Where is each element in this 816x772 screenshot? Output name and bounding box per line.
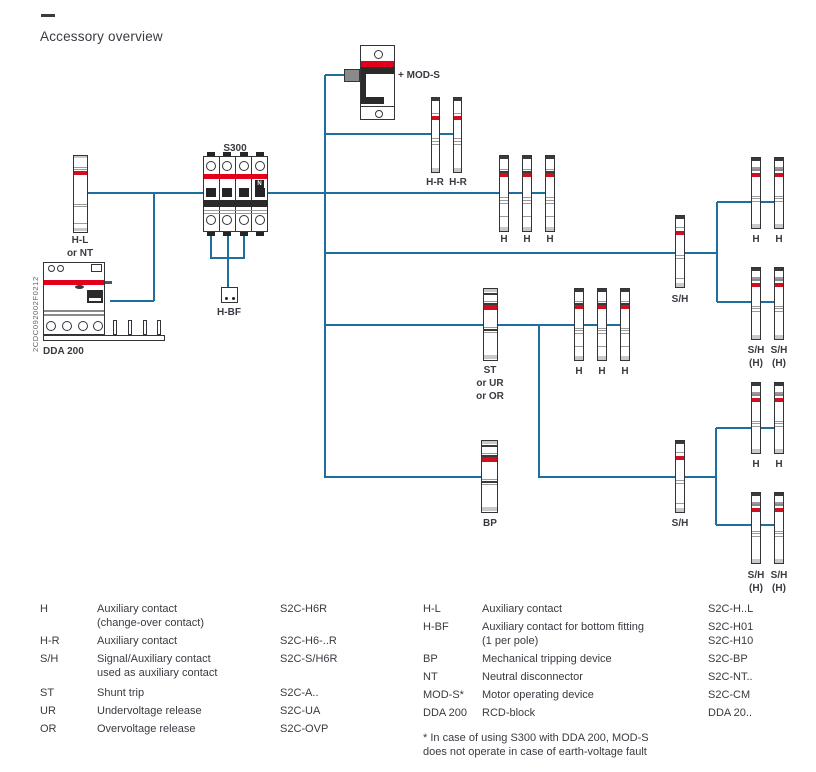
label-h-pair2-a: H bbox=[752, 459, 760, 470]
device-s-h-h-pair2-b bbox=[774, 492, 784, 564]
legend-desc: Undervoltage release bbox=[97, 705, 202, 717]
dda-terminal bbox=[62, 321, 72, 331]
s300-bottom-terminal bbox=[223, 232, 231, 236]
wire-trunk bbox=[324, 75, 326, 478]
device-h-1c bbox=[545, 155, 555, 232]
label-st-ur-or: ST or UR or OR bbox=[476, 365, 504, 402]
h-bf-contact-dot bbox=[225, 297, 228, 300]
legend-code: S2C-A.. bbox=[280, 687, 319, 699]
dda-tab bbox=[105, 281, 112, 284]
device-s300 bbox=[203, 156, 268, 232]
label-bp: BP bbox=[483, 518, 497, 529]
s300-screw-bottom bbox=[255, 215, 265, 225]
legend-term: MOD-S* bbox=[423, 689, 464, 701]
device-s-h-h-pair2-a bbox=[751, 492, 761, 564]
dda-busbar-pin bbox=[157, 320, 161, 335]
dda-test-button bbox=[91, 264, 102, 272]
s300-pole-separator bbox=[219, 157, 220, 231]
device-bp bbox=[481, 440, 498, 513]
s300-dark-band bbox=[203, 200, 268, 207]
label-h-1c: H bbox=[546, 234, 554, 245]
legend-desc: Auxiliary contact (change-over contact) bbox=[97, 603, 204, 629]
wire-h-pair-lower-feed bbox=[716, 427, 779, 429]
device-h-1a bbox=[499, 155, 509, 232]
s300-pole-separator bbox=[251, 157, 252, 231]
legend-desc: Auxiliary contact for bottom fitting (1 per pole) bbox=[482, 621, 645, 647]
legend-term: H bbox=[40, 603, 48, 615]
device-s-h-upper bbox=[675, 215, 685, 288]
dda-base-plate bbox=[43, 335, 165, 341]
legend-desc: Auxiliary contact bbox=[482, 603, 563, 615]
legend-term: DDA 200 bbox=[423, 707, 468, 719]
dda-terminal bbox=[46, 321, 56, 331]
dda-window-slot bbox=[89, 298, 101, 301]
wire-sh-lower-feed bbox=[539, 476, 716, 478]
device-h-pair1-a bbox=[751, 157, 761, 229]
label-h-pair2-b: H bbox=[775, 459, 783, 470]
dda-terminal bbox=[78, 321, 88, 331]
device-h-2c bbox=[620, 288, 630, 361]
label-h-2a: H bbox=[575, 366, 583, 377]
mod-s-lower-band bbox=[361, 97, 384, 104]
device-h-pair2-a bbox=[751, 382, 761, 454]
s300-screw-bottom bbox=[239, 215, 249, 225]
label-s-h-lower: S/H bbox=[671, 518, 689, 529]
s300-toggle bbox=[239, 188, 249, 197]
label-mod-s: + MOD-S bbox=[398, 70, 440, 81]
s300-screw-top bbox=[222, 161, 232, 171]
device-h-2b bbox=[597, 288, 607, 361]
wire-shh-pair-upper-feed bbox=[717, 301, 779, 303]
legend-term: ST bbox=[40, 687, 55, 699]
legend-term: H-L bbox=[423, 603, 441, 615]
page-title: Accessory overview bbox=[40, 29, 163, 44]
legend-desc: Motor operating device bbox=[482, 689, 594, 701]
wire-s300-drop-2 bbox=[227, 232, 229, 288]
s300-screw-bottom bbox=[222, 215, 232, 225]
legend-term: H-R bbox=[40, 635, 60, 647]
label-s-h-h-pair2-b: S/H (H) bbox=[770, 570, 788, 594]
legend-code: S2C-NT.. bbox=[708, 671, 753, 683]
dda-eye-icon bbox=[75, 285, 84, 289]
dda-busbar-pin bbox=[143, 320, 147, 335]
legend-footnote: * In case of using S300 with DDA 200, MOD-S does not operate in case of earth-voltage fault bbox=[423, 732, 649, 758]
mod-s-window-bar bbox=[361, 74, 366, 97]
dda-sep-line bbox=[44, 310, 104, 312]
mod-s-screw-top bbox=[374, 50, 383, 59]
device-s-h-h-pair1-a bbox=[751, 267, 761, 340]
wire-main-bus bbox=[78, 192, 552, 194]
device-st-ur-or bbox=[483, 288, 498, 361]
mod-s-screw-bottom bbox=[375, 110, 383, 118]
title-dash-rule bbox=[41, 14, 55, 17]
wire-mid-drop bbox=[538, 325, 540, 478]
device-h-2a bbox=[574, 288, 584, 361]
s300-line bbox=[204, 213, 267, 214]
wire-upper-split bbox=[716, 202, 718, 302]
s300-neutral-mark: N bbox=[255, 180, 264, 188]
dda-busbar-pin bbox=[113, 320, 117, 335]
s300-toggle bbox=[222, 188, 232, 197]
label-h-pair1-a: H bbox=[752, 234, 760, 245]
legend-code: S2C-H01 S2C-H10 bbox=[708, 621, 754, 647]
h-bf-contact-dot bbox=[232, 297, 235, 300]
legend-code: S2C-H6R bbox=[280, 603, 328, 615]
dda-red-band bbox=[44, 280, 104, 285]
legend-desc: Overvoltage release bbox=[97, 723, 196, 735]
document-number: 2CDC092002F0212 bbox=[31, 276, 40, 352]
label-h-2b: H bbox=[598, 366, 606, 377]
device-h-pair2-b bbox=[774, 382, 784, 454]
s300-red-band bbox=[204, 174, 267, 179]
legend-desc: Mechanical tripping device bbox=[482, 653, 612, 665]
device-h-l bbox=[73, 155, 88, 233]
device-dda-200 bbox=[43, 262, 165, 341]
s300-line bbox=[204, 210, 267, 211]
legend-term: BP bbox=[423, 653, 438, 665]
wire-s300-drop-3 bbox=[243, 232, 245, 259]
wire-bp-feed bbox=[325, 476, 490, 478]
legend-code: S2C-OVP bbox=[280, 723, 329, 735]
s300-bottom-terminal bbox=[256, 232, 264, 236]
legend-desc: RCD-block bbox=[482, 707, 536, 719]
label-h-r-1: H-R bbox=[426, 177, 444, 188]
legend-code: S2C-UA bbox=[280, 705, 321, 717]
mod-s-knob bbox=[344, 69, 360, 82]
legend-term: H-BF bbox=[423, 621, 449, 633]
wire-sh-upper-feed bbox=[325, 252, 717, 254]
s300-screw-top bbox=[239, 161, 249, 171]
label-s-h-upper: S/H bbox=[671, 294, 689, 305]
s300-screw-top bbox=[206, 161, 216, 171]
legend-code: S2C-BP bbox=[708, 653, 748, 665]
dda-busbar-pin bbox=[128, 320, 132, 335]
label-dda-200: DDA 200 bbox=[43, 346, 84, 357]
device-h-pair1-b bbox=[774, 157, 784, 229]
label-s-h-h-pair1-b: S/H (H) bbox=[770, 345, 788, 369]
device-s-h-h-pair1-b bbox=[774, 267, 784, 340]
legend-code: DDA 20.. bbox=[708, 707, 753, 719]
label-h-r-2: H-R bbox=[449, 177, 467, 188]
s300-screw-bottom bbox=[206, 215, 216, 225]
wire-mods-feed bbox=[325, 74, 346, 76]
s300-pole-separator bbox=[235, 157, 236, 231]
label-s300: S300 bbox=[223, 143, 247, 154]
device-s-h-lower bbox=[675, 440, 685, 513]
label-s-h-h-pair2-a: S/H (H) bbox=[747, 570, 765, 594]
dda-terminal bbox=[93, 321, 103, 331]
dda-screw bbox=[57, 265, 64, 272]
legend-code: S2C-H6-..R bbox=[280, 635, 337, 647]
label-h-bf: H-BF bbox=[217, 307, 241, 318]
label-s-h-h-pair1-a: S/H (H) bbox=[747, 345, 765, 369]
label-h-1a: H bbox=[500, 234, 508, 245]
legend-term: OR bbox=[40, 723, 57, 735]
device-h-1b bbox=[522, 155, 532, 232]
legend-term: S/H bbox=[40, 653, 59, 665]
legend-desc: Signal/Auxiliary contact used as auxiliary contact bbox=[97, 653, 218, 679]
s300-bottom-terminal bbox=[207, 232, 215, 236]
dda-window bbox=[87, 290, 103, 303]
dda-screw bbox=[48, 265, 55, 272]
dda-sep-line bbox=[44, 314, 104, 316]
s300-bottom-terminal bbox=[240, 232, 248, 236]
s300-screw-top bbox=[255, 161, 265, 171]
legend-desc: Auxiliary contact bbox=[97, 635, 178, 647]
legend-code: S2C-CM bbox=[708, 689, 751, 701]
wire-shh-pair-lower-feed bbox=[716, 524, 779, 526]
mod-s-dark-band bbox=[361, 67, 394, 74]
mod-s-divider bbox=[361, 106, 394, 107]
legend-code: S2C-S/H6R bbox=[280, 653, 338, 665]
device-h-bf bbox=[221, 287, 238, 303]
legend-desc: Neutral disconnector bbox=[482, 671, 583, 683]
wire-s300-drop-1 bbox=[210, 232, 212, 259]
wire-h-pair-upper-feed bbox=[717, 201, 779, 203]
label-h-pair1-b: H bbox=[775, 234, 783, 245]
label-h-2c: H bbox=[621, 366, 629, 377]
device-h-r-1 bbox=[431, 97, 440, 173]
device-mod-s bbox=[360, 45, 395, 120]
label-h-1b: H bbox=[523, 234, 531, 245]
legend-code: S2C-H..L bbox=[708, 603, 754, 615]
s300-toggle bbox=[206, 188, 216, 197]
s300-toggle bbox=[255, 188, 265, 197]
label-h-l: H-L or NT bbox=[66, 235, 94, 259]
legend-desc: Shunt trip bbox=[97, 687, 145, 699]
wire-lower-split bbox=[715, 428, 717, 525]
legend-term: NT bbox=[423, 671, 438, 683]
legend-term: UR bbox=[40, 705, 56, 717]
device-h-r-2 bbox=[453, 97, 462, 173]
